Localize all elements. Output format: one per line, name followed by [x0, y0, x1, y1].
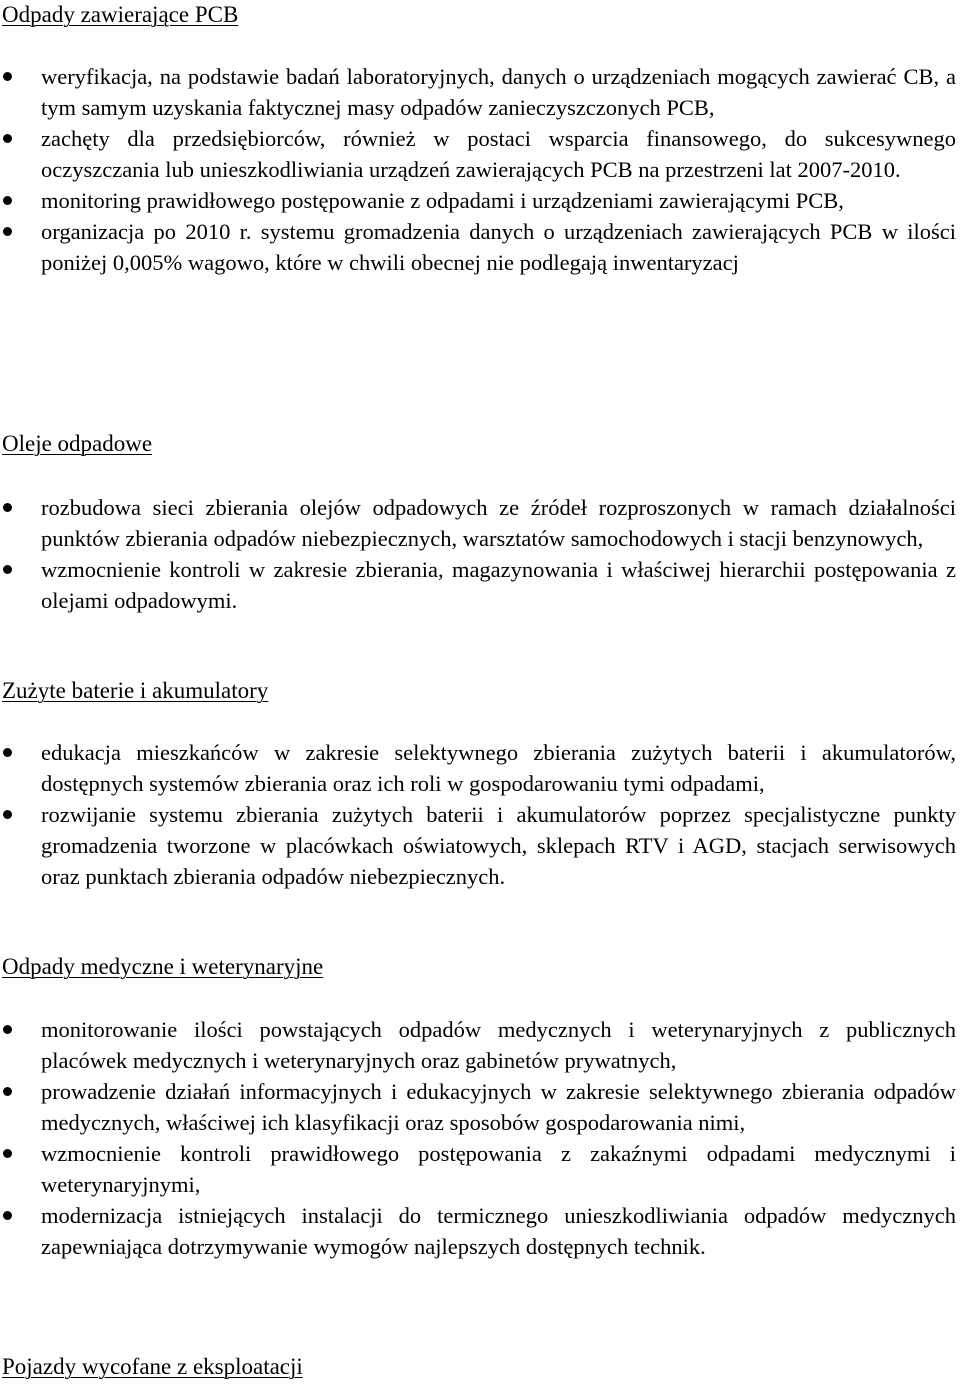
bullet-icon — [3, 196, 12, 205]
list-item: monitorowanie ilości powstających odpadów medycznych i weterynaryjnych z publicznych placówek medycznych i weterynaryjnych oraz gabinetów prywatnych, — [0, 1014, 956, 1076]
bullet-icon — [3, 565, 12, 574]
bullet-icon — [3, 227, 12, 236]
list-item: weryfikacja, na podstawie badań laboratoryjnych, danych o urządzeniach mogących zawierać CB, a tym samym uzyskania faktycznej masy odpadów zanieczyszczonych PCB, — [0, 61, 956, 123]
bullet-icon — [3, 1149, 12, 1158]
list-item: wzmocnienie kontroli w zakresie zbierania, magazynowania i właściwej hierarchii postępowania z olejami odpadowymi. — [0, 554, 956, 616]
section-heading-baterie: Zużyte baterie i akumulatory — [2, 678, 269, 703]
section-heading-pcb: Odpady zawierające PCB — [2, 2, 239, 27]
list-item: wzmocnienie kontroli prawidłowego postępowania z zakaźnymi odpadami medycznymi i weterynaryjnymi, — [0, 1138, 956, 1200]
list-item: rozwijanie systemu zbierania zużytych baterii i akumulatorów poprzez specjalistyczne punkty gromadzenia tworzone w placówkach oświatowych, sklepach RTV i AGD, stacjach serwisowych oraz punktach zbierania odpadów niebezpiecznych. — [0, 799, 956, 892]
list-item: prowadzenie działań informacyjnych i edukacyjnych w zakresie selektywnego zbierania odpadów medycznych, właściwej ich klasyfikacji oraz sposobów gospodarowania nimi, — [0, 1076, 956, 1138]
bullet-icon — [3, 503, 12, 512]
list-item: monitoring prawidłowego postępowanie z odpadami i urządzeniami zawierającymi PCB, — [0, 185, 956, 216]
list-item: organizacja po 2010 r. systemu gromadzenia danych o urządzeniach zawierających PCB w ilości poniżej 0,005% wagowo, które w chwili obecnej nie podlegają inwentaryzacj — [0, 216, 956, 278]
section-heading-pojazdy: Pojazdy wycofane z eksploatacji — [2, 1354, 303, 1379]
bullet-list-pcb — [0, 61, 956, 278]
section-heading-oleje: Oleje odpadowe — [2, 431, 153, 456]
bullet-icon — [3, 810, 12, 819]
bullet-list-oleje — [0, 492, 956, 616]
bullet-icon — [3, 134, 12, 143]
bullet-list-baterie — [0, 737, 956, 892]
bullet-icon — [3, 1087, 12, 1096]
list-item: modernizacja istniejących instalacji do termicznego unieszkodliwiania odpadów medycznych zapewniająca dotrzymywanie wymogów najlepszych dostępnych technik. — [0, 1200, 956, 1262]
list-item: rozbudowa sieci zbierania olejów odpadowych ze źródeł rozproszonych w ramach działalności punktów zbierania odpadów niebezpiecznych, warsztatów samochodowych i stacji benzynowych, — [0, 492, 956, 554]
bullet-list-medyczne — [0, 1014, 956, 1262]
bullet-icon — [3, 1025, 12, 1034]
bullet-icon — [3, 748, 12, 757]
list-item: edukacja mieszkańców w zakresie selektywnego zbierania zużytych baterii i akumulatorów, dostępnych systemów zbierania oraz ich roli w gospodarowaniu tymi odpadami, — [0, 737, 956, 799]
bullet-icon — [3, 1211, 12, 1220]
bullet-icon — [3, 72, 12, 81]
section-heading-medyczne: Odpady medyczne i weterynaryjne — [2, 954, 324, 979]
list-item: zachęty dla przedsiębiorców, również w postaci wsparcia finansowego, do sukcesywnego oczyszczania lub unieszkodliwiania urządzeń zawierających PCB na przestrzeni lat 2007-2010. — [0, 123, 956, 185]
